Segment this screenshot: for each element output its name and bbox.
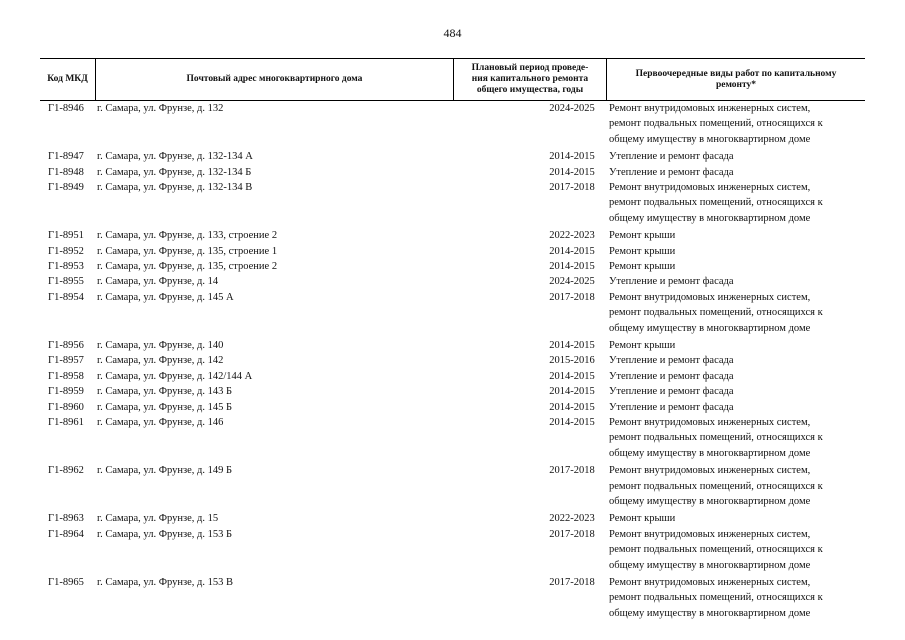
cell-code: Г1-8949: [48, 182, 84, 193]
cell-code: Г1-8955: [48, 276, 84, 288]
cell-address: г. Самара, ул. Фрунзе, д. 132-134 Б: [97, 166, 252, 178]
cell-address: г. Самара, ул. Фрунзе, д. 142/144 А: [97, 370, 253, 382]
works-line: общему имуществу в многоквартирном доме: [609, 322, 811, 334]
works-line: Утепление и ремонт фасада: [609, 386, 734, 398]
cell-works: [609, 575, 865, 621]
cell-code: Г1-8953: [48, 261, 84, 272]
page-number: 484: [443, 26, 462, 40]
cell-address: г. Самара, ул. Фрунзе, д. 140: [97, 340, 224, 351]
works-line: ремонт подвальных помещений, относящихся к: [609, 432, 823, 444]
cell-address: г. Самара, ул. Фрунзе, д. 146: [97, 417, 224, 428]
cell-code: Г1-8960: [48, 401, 84, 413]
cell-code: Г1-8957: [48, 355, 84, 367]
works-line: общему имуществу в многоквартирном доме: [609, 133, 811, 145]
cell-works: [609, 338, 865, 353]
cell-code: Г1-8956: [48, 340, 84, 351]
cell-address: г. Самара, ул. Фрунзе, д. 135, строение 2: [97, 261, 278, 272]
cell-period: 2017-2018: [549, 465, 595, 477]
cell-address: г. Самара, ул. Фрунзе, д. 142: [97, 355, 224, 367]
cell-works: [609, 259, 865, 274]
cell-works: [609, 527, 865, 573]
works-line: Ремонт внутридомовых инженерных систем,: [609, 417, 811, 428]
cell-period: 2014-2015: [549, 261, 595, 272]
works-line: Ремонт крыши: [609, 230, 676, 242]
cell-works: [609, 415, 865, 461]
works-line: Ремонт внутридомовых инженерных систем,: [609, 103, 811, 114]
cell-period: 2014-2015: [549, 417, 595, 428]
cell-address: г. Самара, ул. Фрунзе, д. 132-134 А: [97, 151, 253, 163]
cell-period: 2014-2015: [549, 386, 595, 398]
works-line: Ремонт крыши: [609, 340, 676, 351]
works-line: Ремонт внутридомовых инженерных систем,: [609, 577, 811, 588]
works-line: Утепление и ремонт фасада: [609, 276, 734, 288]
works-line: Ремонт крыши: [609, 245, 676, 257]
works-line: Ремонт внутридомовых инженерных систем,: [609, 291, 811, 303]
header-code: Код МКД: [47, 74, 88, 84]
cell-works: [609, 244, 865, 259]
works-line: общему имуществу в многоквартирном доме: [609, 496, 811, 507]
cell-address: г. Самара, ул. Фрунзе, д. 153 В: [97, 577, 234, 588]
cell-address: г. Самара, ул. Фрунзе, д. 133, строение 2: [97, 230, 278, 242]
cell-period: 2022-2023: [549, 230, 595, 242]
cell-works: [609, 400, 865, 415]
works-line: Утепление и ремонт фасада: [609, 401, 734, 413]
cell-address: г. Самара, ул. Фрунзе, д. 149 Б: [97, 465, 233, 477]
cell-code: Г1-8951: [48, 230, 84, 242]
cell-code: Г1-8954: [48, 291, 84, 303]
cell-code: Г1-8958: [48, 370, 84, 382]
cell-works: [609, 353, 865, 368]
cell-period: 2024-2025: [549, 276, 595, 288]
cell-works: [609, 463, 865, 509]
cell-code: Г1-8947: [48, 151, 84, 163]
cell-period: 2014-2015: [549, 245, 595, 257]
cell-code: Г1-8946: [48, 103, 84, 114]
cell-address: г. Самара, ул. Фрунзе, д. 15: [97, 513, 219, 525]
works-line: ремонт подвальных помещений, относящихся к: [609, 544, 823, 556]
cell-works: [609, 180, 865, 226]
cell-address: г. Самара, ул. Фрунзе, д. 132-134 В: [97, 182, 253, 193]
works-line: Ремонт внутридомовых инженерных систем,: [609, 528, 811, 540]
cell-address: г. Самара, ул. Фрунзе, д. 135, строение 1: [97, 245, 278, 257]
works-line: общему имуществу в многоквартирном доме: [609, 607, 811, 619]
cell-works: [609, 149, 865, 164]
works-line: ремонт подвальных помещений, относящихся к: [609, 197, 823, 209]
cell-address: г. Самара, ул. Фрунзе, д. 145 А: [97, 291, 234, 303]
cell-works: [609, 165, 865, 180]
works-line: ремонт подвальных помещений, относящихся к: [609, 480, 823, 492]
cell-period: 2015-2016: [549, 355, 595, 367]
cell-address: г. Самара, ул. Фрунзе, д. 143 Б: [97, 386, 233, 398]
cell-code: Г1-8948: [48, 166, 84, 178]
cell-period: 2014-2015: [549, 151, 595, 163]
works-line: ремонт подвальных помещений, относящихся к: [609, 592, 823, 604]
works-line: ремонт подвальных помещений, относящихся к: [609, 307, 823, 319]
cell-period: 2017-2018: [549, 577, 595, 588]
cell-works: [609, 101, 865, 147]
works-line: Ремонт внутридомовых инженерных систем,: [609, 465, 811, 477]
works-line: Утепление и ремонт фасада: [609, 151, 734, 163]
cell-period: 2017-2018: [549, 291, 595, 303]
cell-code: Г1-8952: [48, 245, 84, 257]
works-line: общему имуществу в многоквартирном доме: [609, 559, 811, 571]
cell-period: 2017-2018: [549, 182, 595, 193]
works-line: Утепление и ремонт фасада: [609, 166, 734, 178]
cell-period: 2024-2025: [549, 103, 595, 114]
cell-code: Г1-8964: [48, 528, 84, 540]
cell-address: г. Самара, ул. Фрунзе, д. 14: [97, 276, 219, 288]
cell-address: г. Самара, ул. Фрунзе, д. 132: [97, 103, 224, 114]
cell-period: 2022-2023: [549, 513, 595, 525]
cell-works: [609, 384, 865, 399]
cell-code: Г1-8959: [48, 386, 84, 398]
cell-code: Г1-8963: [48, 513, 84, 525]
works-line: Ремонт крыши: [609, 513, 676, 525]
works-line: ремонт подвальных помещений, относящихся к: [609, 118, 823, 130]
works-line: общему имуществу в многоквартирном доме: [609, 447, 811, 459]
table-header: [40, 58, 865, 101]
header-works: Первоочередные виды работ по капитальному ремонту*: [635, 68, 837, 90]
cell-code: Г1-8965: [48, 577, 84, 588]
cell-works: [609, 290, 865, 336]
works-line: общему имуществу в многоквартирном доме: [609, 212, 811, 224]
cell-works: [609, 511, 865, 526]
works-line: Утепление и ремонт фасада: [609, 355, 734, 367]
cell-code: Г1-8961: [48, 417, 84, 428]
cell-works: [609, 369, 865, 384]
cell-period: 2017-2018: [549, 528, 595, 540]
cell-address: г. Самара, ул. Фрунзе, д. 145 Б: [97, 401, 233, 413]
cell-period: 2014-2015: [549, 166, 595, 178]
works-line: Утепление и ремонт фасада: [609, 370, 734, 382]
header-address: Почтовый адрес многоквартирного дома: [186, 74, 363, 84]
cell-period: 2014-2015: [549, 370, 595, 382]
cell-period: 2014-2015: [549, 340, 595, 351]
cell-period: 2014-2015: [549, 401, 595, 413]
cell-works: [609, 228, 865, 243]
cell-works: [609, 274, 865, 289]
works-line: Ремонт внутридомовых инженерных систем,: [609, 182, 811, 193]
works-line: Ремонт крыши: [609, 261, 676, 272]
cell-address: г. Самара, ул. Фрунзе, д. 153 Б: [97, 528, 233, 540]
cell-code: Г1-8962: [48, 465, 84, 477]
header-period: Плановый период проведе- ния капитального ремонта общего имущества, годы: [471, 63, 589, 95]
